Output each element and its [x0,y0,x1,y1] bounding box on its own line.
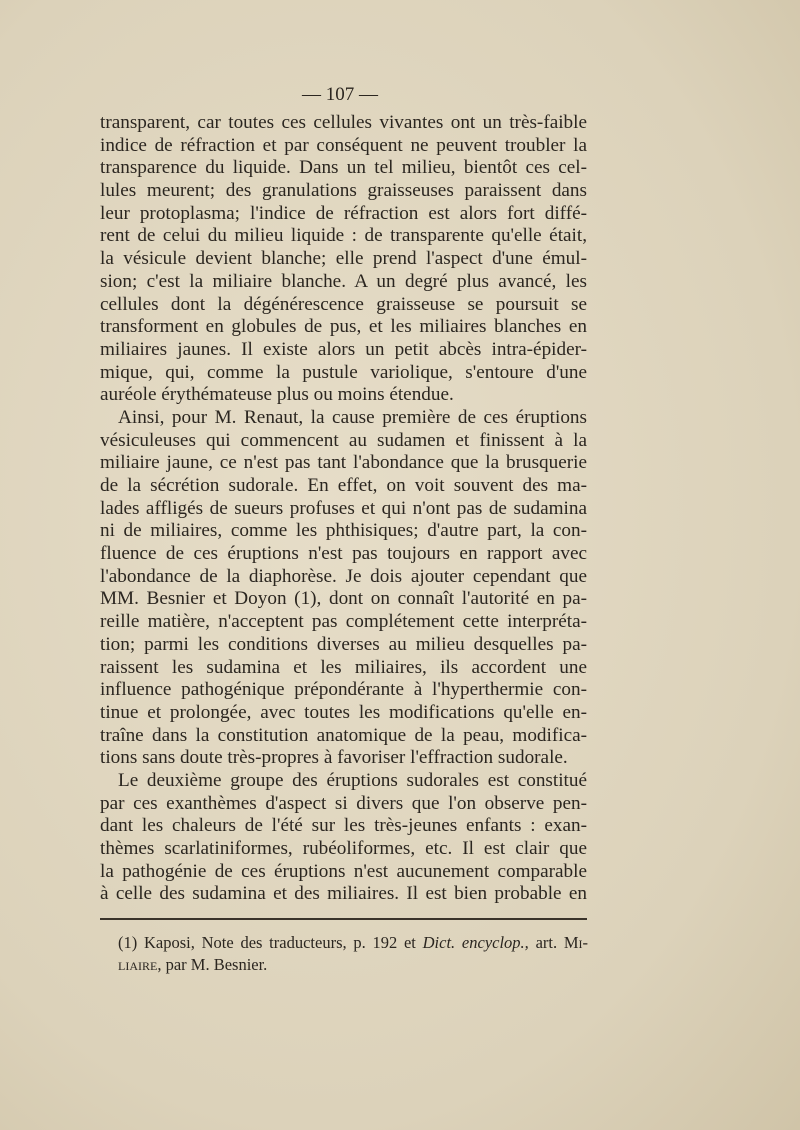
text-line: Le deuxième groupe des éruptions sudorales est constitué [118,769,587,791]
text-line: tions sans doute très-propres à favoriser l'effraction sudorale. [100,747,568,769]
text-line: ni de miliaires, comme les phthisiques; d'autre part, la con- [100,520,587,542]
text-line: thèmes scarlatiniformes, rubéoliformes, etc. Il est clair que [100,838,587,859]
body-text [100,112,587,906]
text-line: raissent les sudamina et les miliaires, ils accordent une [100,656,587,678]
text-line: miliaire jaune, ce n'est pas tant l'abondance que la brusquerie [100,452,587,474]
text-line: indice de réfraction et par conséquent ne peuvent troubler la [100,134,587,156]
footnote-text: par M. Besnier. [165,955,268,974]
text-line: transparence du liquide. Dans un tel milieu, bientôt ces cel- [100,157,587,179]
text-line: MM. Besnier et Doyon (1), dont on connaît l'autorité en pa- [100,588,587,610]
text-line: l'abondance de la diaphorèse. Je dois ajouter cependant que [100,565,587,587]
footnote-smallcaps: liaire, [118,955,162,974]
text-line: Ainsi, pour M. Renaut, la cause première de ces éruptions [118,406,587,428]
footnote-smallcaps: Mi- [563,933,589,952]
text-line: transparent, car toutes ces cellules vivantes ont un très-faible [100,112,587,133]
text-line: sion; c'est la miliaire blanche. A un degré plus avancé, les [100,270,587,292]
footnote-text: Note des traducteurs, p. 192 et [201,933,416,952]
text-line: tion; parmi les conditions diverses au milieu desquelles pa- [100,633,587,655]
text-line: vésiculeuses qui commencent au sudamen et finissent à la [100,429,587,451]
text-line: lades affligés de sueurs profuses et qui n'ont pas de sudamina [100,497,587,519]
footnote-line [118,954,588,976]
text-line: lules meurent; des granulations graisseuses paraissent dans [100,180,587,202]
text-line: auréole érythémateuse plus ou moins étendue. [100,384,454,406]
footnote-text: art. [535,933,558,952]
text-line: dant les chaleurs de l'été sur les très-jeunes enfants : exan- [100,815,587,837]
text-line: rent de celui du milieu liquide : de transparente qu'elle était, [100,225,587,247]
text-line: de la sécrétion sudorale. En effet, on voit souvent des ma- [100,475,587,496]
text-line: par ces exanthèmes d'aspect si divers que l'on observe pen- [100,792,587,814]
text-line: transforment en globules de pus, et les miliaires blanches en [100,316,587,338]
text-line: mique, qui, comme la pustule variolique, s'entoure d'une [100,361,587,383]
text-line: miliaires jaunes. Il existe alors un petit abcès intra-épider- [100,338,587,360]
text-line: leur protoplasma; l'indice de réfraction est alors fort diffé- [100,202,587,224]
text-line: la vésicule devient blanche; elle prend l'aspect d'une émul- [100,248,587,270]
footnote-italic-reference: Dict. encyclop., [422,933,529,952]
text-line: tinue et prolongée, avec toutes les modifications qu'elle en- [100,701,587,723]
page-number: — 107 — [302,84,378,105]
footnote [118,932,588,976]
text-line: fluence de ces éruptions n'est pas toujours en rapport avec [100,543,587,565]
paragraph [100,112,587,407]
text-line: traîne dans la constitution anatomique de la peau, modifica- [100,724,587,746]
footnote-marker: (1) [118,933,138,952]
text-line: la pathogénie de ces éruptions n'est aucunement comparable [100,860,587,882]
text-line: à celle des sudamina et des miliaires. Il est bien probable en [100,883,587,905]
footnote-author: Kaposi, [144,933,195,952]
footnote-line [118,932,588,954]
paragraph [100,407,587,770]
text-line: cellules dont la dégénérescence graisseuse se poursuit se [100,293,587,315]
text-line: influence pathogénique prépondérante à l'hyperthermie con- [100,679,587,701]
footnote-separator-rule [100,918,587,920]
paragraph [100,770,587,906]
text-line: reille matière, n'acceptent pas complétement cette interpréta- [100,611,587,633]
